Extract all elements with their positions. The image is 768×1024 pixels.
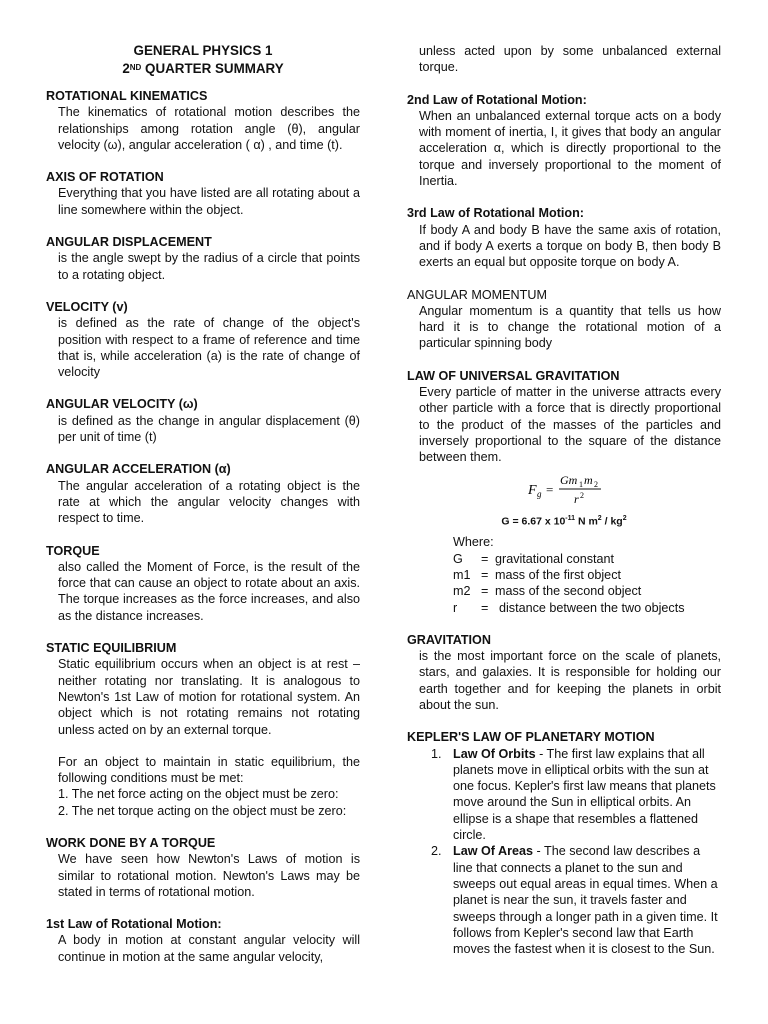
list-item: 1. Law Of Orbits - The first law explains that all planets move in elliptical orbits with the sun at one focus. Kepler's first law means that planets move around the Sun in elliptical orbits. An ellipse is a shape that resembles a flattened circle. [431,746,716,843]
section-heading: WORK DONE BY A TORQUE [46,835,216,850]
document-title [46,42,360,78]
section-text: We have seen how Newton's Laws of motion is similar to rotational motion. Newton's Laws may be stated in terms of rotational motion. [58,852,360,899]
section-law-2 [407,92,721,190]
svg-text:=: = [546,481,554,497]
section-text: When an unbalanced external torque acts on a body with moment of inertia, I, it gives that body an angular acceleration α, which is directly proportional to the torque and inversely proportional to the moment of Inertia. [419,108,721,189]
section-angular-momentum [407,287,721,352]
section-text: is defined as the change in angular displacement (θ) per unit of time (t) [58,413,360,445]
right-column [407,0,721,957]
condition-2: 2. The net torque acting on the object must be zero: [58,803,347,818]
section-angular-acceleration [46,461,360,526]
section-text: Everything that you have listed are all rotating about a line somewhere within the object. [58,186,360,217]
section-heading: KEPLER'S LAW OF PLANETARY MOTION [407,730,655,745]
section-axis-of-rotation [46,169,360,218]
section-kepler [407,729,721,957]
section-heading: ANGULAR ACCELERATION (α) [46,462,231,477]
svg-text:F: F [528,482,537,498]
section-heading: GRAVITATION [407,632,491,647]
section-heading: ROTATIONAL KINEMATICS [46,89,208,103]
section-velocity [46,299,360,380]
section-law-1 [46,916,360,965]
section-heading: LAW OF UNIVERSAL GRAVITATION [407,368,620,383]
section-text: is the most important force on the scale of planets, stars, and galaxies. It is responsible for holding our earth together and for keeping the planets in orbit about the sun. [419,649,721,712]
section-heading: ANGULAR MOMENTUM [407,287,547,302]
section-text: Every particle of matter in the universe attracts every other particle with a force that is directly proportional to the product of the masses of the particles and inversely proportional to the square of the distance between them. [419,385,721,465]
svg-text:g: g [537,488,542,499]
gravitational-constant-value: G = 6.67 x $10^{-11}$ N $m^2 / kg^2$ [501,514,627,528]
where-label: Where: [453,535,494,550]
svg-text:r: r [574,491,579,506]
variables-table [453,551,685,616]
variable-row: m1 = mass of the first object [453,567,621,582]
section-heading: 3rd Law of Rotational Motion: [407,206,584,221]
section-text: is defined as the rate of change of the object's position with respect to a frame of reference and time that is, while acceleration (a) is the rate of change of velocity [58,316,360,380]
section-heading: ANGULAR DISPLACEMENT [46,235,212,250]
section-angular-displacement [46,234,360,283]
section-heading: AXIS OF ROTATION [46,170,164,185]
left-column [46,0,360,981]
section-heading: 1st Law of Rotational Motion: [46,917,222,932]
section-angular-velocity [46,396,360,445]
section-universal-gravitation [407,368,721,529]
section-text: unless acted upon by some unbalanced external torque. [419,44,721,75]
svg-text:1: 1 [579,479,583,489]
section-heading: TORQUE [46,543,100,558]
gravitation-formula [407,472,721,512]
section-heading: VELOCITY (v) [46,299,128,314]
svg-text:Gm: Gm [560,472,578,487]
svg-text:2: 2 [594,479,598,489]
section-text: Static equilibrium occurs when an object is at rest – neither rotating nor translating. It is analogous to Newton's 1st Law of motion for rotational system. An object which is not rotating remains not rotating unless acted on by an external torque. [58,657,360,737]
section-torque [46,543,360,624]
section-law-3 [407,205,721,270]
section-heading: 2nd Law of Rotational Motion: [407,92,587,107]
condition-1: 1. The net force acting on the object must be zero: [58,787,339,802]
title-line-1: GENERAL PHYSICS 1 [133,43,273,58]
variable-row: r = distance between the two objects [453,600,685,615]
section-text: The angular acceleration of a rotating object is the rate at which the angular velocity changes with respect to time. [58,478,360,526]
section-text: Angular momentum is a quantity that tells us how hard it is to change the rotational motion of a particular spinning body [419,303,721,351]
section-text: also called the Moment of Force, is the result of the force that can cause an object to rotate about an axis. The torque increases as the force increases, and also as the distance increases. [58,559,360,623]
section-text-2: For an object to maintain in static equilibrium, the following conditions must be met: [58,754,360,786]
section-law-1-continued [407,43,721,76]
section-work-done [46,835,360,900]
section-heading: ANGULAR VELOCITY (ω) [46,397,198,412]
section-text: If body A and body B have the same axis of rotation, and if body A exerts a torque on body B, then body B exerts an equal but opposite torque on body A. [419,222,721,270]
variable-row: m2 = mass of the second object [453,584,642,599]
variable-row: G = gravitational constant [453,551,615,566]
section-text: is the angle swept by the radius of a circle that points to a rotating object. [58,251,360,282]
svg-text:m: m [584,472,593,487]
section-text: A body in motion at constant angular velocity will continue in motion at the same angular velocity, [58,933,360,964]
title-line-2: 2ND QUARTER SUMMARY [122,61,284,76]
kepler-laws-list [407,746,721,958]
where-block [407,534,721,615]
svg-text:2: 2 [580,490,584,500]
section-gravitation [407,632,721,713]
formula-graphic [514,472,614,508]
section-heading: STATIC EQUILIBRIUM [46,641,177,656]
list-item: 2. Law Of Areas - The second law describes a line that connects a planet to the sun and sweeps out equal areas in equal times. When a planet is near the sun, it travels faster and sweeps through a longer path in a given time. It follows from Kepler's second law that Earth moves the fastest when it is closest to the Sun. [431,844,718,957]
section-rotational-kinematics [46,88,360,153]
section-static-equilibrium [46,640,360,819]
section-text: The kinematics of rotational motion describes the relationships among rotation angle (θ), angular velocity (ω), angular acceleration ( α) , and time (t). [58,105,360,152]
